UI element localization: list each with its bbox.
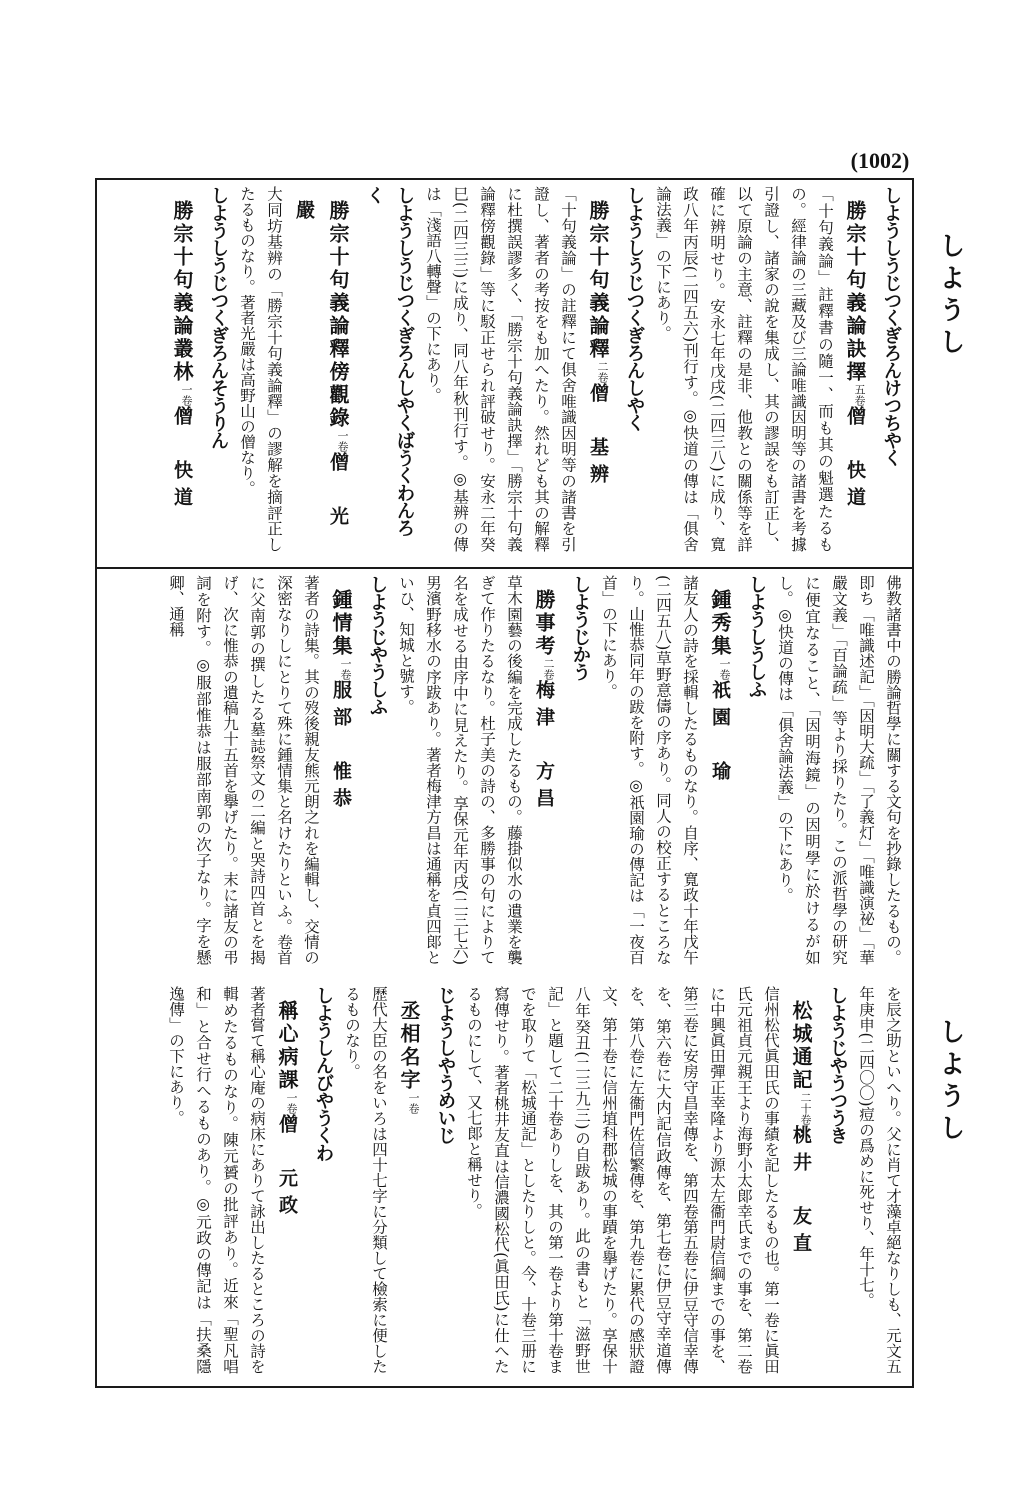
entry-title: 勝宗十句義論叢林 (170, 200, 194, 384)
entry-volume: 五卷 (853, 384, 866, 406)
tier-top (103, 186, 906, 562)
entry-title-line (287, 186, 359, 552)
entry-volume: 一卷 (285, 1092, 298, 1114)
entry-author: 僧 快道 (844, 406, 866, 514)
entry-volume: 一卷 (336, 430, 349, 452)
entry-volume: 二卷 (542, 658, 555, 680)
dictionary-entry (595, 575, 771, 965)
entry-author: 僧 快道 (171, 406, 193, 514)
running-head-bottom: しようし (935, 1018, 965, 1146)
entry-title: 勝宗十句義論釋傍觀錄 (326, 200, 350, 430)
entry-title: 勝宗十句義論訣擇 (843, 200, 867, 384)
entry-body: 著者の詩集。其の歿後親友熊元朗之れを編輯し、交情の深密なりしにとりて殊に鍾情集と名けたりといふ。卷首に父南郭の撰したる墓誌祭文の二編と哭詩四首とを揭げ、次に惟恭の遺稿九十五首を擧げたり。末に諸友の弔詞を附す。◎服部惟恭は服部南郭の次子なり。字を懸卿、通稱 (167, 575, 320, 965)
dictionary-entry (233, 186, 419, 552)
entry-title: 松城通記 (789, 1000, 813, 1092)
entry-reading: しようしうじつくぎろんそうりん (208, 186, 229, 449)
entry-reading: しようしうじつくぎろんけつちやく (881, 186, 902, 466)
entry-reading: しようじやうつうき (827, 986, 848, 1144)
entry-reading: しようしうじつくぎろんしやくばうくわんろく (364, 186, 415, 536)
entry-title-line (581, 186, 619, 552)
dictionary-entry (419, 186, 649, 552)
dictionary-entry (392, 575, 595, 965)
entry-title-line (703, 575, 741, 965)
entry-body: 著者嘗て稱心庵の病床にありて詠出したるところの詩を輯めたるものなり。陳元贇の批評あり。近來「聖凡唱和」と合せ行へるものあり。◎元政の傳記は「扶桑隱逸傳」の下にあり。 (167, 986, 266, 1374)
entry-author: 僧 光嚴 (293, 200, 349, 533)
entry-body: 「十句義論」の註釋にて俱舍唯識因明等の諸書を引證し、著者の考按をも加へたり。然れども其の解釋に杜撰誤謬多く、「勝宗十句義論訣擇」「勝宗十句義論釋傍觀錄」等に駁正せられ評破せり。安永二年癸巳(二四三三)に成り、同八年秋刊行す。◎基辨の傳は「淺語八轉聲」の下にあり。 (424, 186, 577, 552)
entry-reading: じようしやうめいじ (435, 986, 456, 1144)
entry-author: 服部 惟恭 (330, 680, 352, 815)
entry-reading: しようじやうしふ (367, 575, 388, 715)
entry-author: 僧 基辨 (587, 383, 609, 491)
entry-title-line (165, 186, 203, 552)
entry-author: 桃井 友直 (790, 1125, 812, 1260)
entry-volume: 二卷 (596, 361, 609, 383)
dictionary-entry (162, 986, 338, 1374)
tier-divider (97, 567, 912, 569)
dictionary-entry (771, 575, 906, 965)
entry-author: 祇園 瑜 (709, 680, 731, 788)
dictionary-entry (165, 186, 233, 552)
entry-title: 勝宗十句義論釋 (586, 200, 610, 361)
entry-author: 僧 元政 (276, 1114, 298, 1222)
entry-body: 草木園藝の後編を完成したるもの。藤掛似水の遺業を襲ぎて作りたるなり。杜子美の詩の、多勝事の句によりて名を成せる由序中に見えたり。享保元年丙戌(二三七六)男濱野移水の序跋あり。著者梅津方昌は通稱を貞四郞といひ、知城と號す。 (397, 575, 523, 965)
entry-body: 「十句義論」註釋書の隨一、而も其の魁選たるもの。經律論の三藏及び三論唯識因明等の諸書を考據引證し、諸家の說を集成し、其の謬誤をも訂正し、以て原論の主意、註釋の是非、他教との關係等を詳確に辨明せり。安永七年戊戌(二四三八)に成り、寬政八年丙辰(二四五六)刊行す。◎快道の傳は「俱舍論法義」の下にあり。 (654, 186, 834, 552)
entry-title-line (838, 186, 876, 552)
entry-author: 梅津 方昌 (533, 680, 555, 815)
dictionary-entry (460, 986, 852, 1374)
entry-body: 佛教諸書中の勝論哲學に關する文句を抄錄したるもの。即ち「唯識述記」「因明大疏」「了義灯」「唯識演祕」「華嚴文義」「百論疏」等より採りたり。この派哲學の研究に便宜なること、「因明海鏡」の因明學に於けるが如し。◎快道の傳は「俱舍論法義」の下にあり。 (776, 575, 902, 965)
dictionary-entry (162, 575, 392, 965)
entry-title-line (527, 575, 565, 965)
entry-title: 鍾情集 (329, 589, 353, 658)
dictionary-entry (649, 186, 906, 552)
entry-volume: 一卷 (718, 658, 731, 680)
entry-title: 丞相名字 (397, 1000, 421, 1092)
entry-title-line (784, 986, 822, 1374)
entry-reading: しようしうじつくぎろんしやく (624, 186, 645, 431)
entry-body: 大同坊基辨の「勝宗十句義論釋」の謬解を摘評正したるものなり。著者光嚴は高野山の僧なり。 (238, 186, 283, 552)
running-head-top: しようし (935, 232, 965, 360)
entry-body: 歷代大臣の名をいろは四十七字に分類して檢索に便したるものなり。 (343, 986, 388, 1374)
tier-middle (103, 575, 906, 975)
entry-volume: 一卷 (407, 1092, 420, 1114)
entry-volume: 一卷 (180, 384, 193, 406)
dictionary-entry (338, 986, 460, 1374)
entry-title: 鍾秀集 (708, 589, 732, 658)
entry-reading: しようじかう (570, 575, 591, 680)
page-number: (1002) (850, 148, 910, 173)
entry-reading: しようしんびやうくわ (313, 986, 334, 1161)
entry-body: 信州松代眞田氏の事績を記したるもの也。第一卷に眞田氏元祖貞元親王より海野小太郞幸氏までの事を、第二卷に中興眞田彈正幸隆より源太左衞門尉信綱までの事を、第三卷に安房守昌幸傳を、第四卷第五卷に伊豆守信幸傳を、第六卷に大内記信政傳を、第七卷に伊豆守幸道傳を、第八卷に左衞門佐信繁傳を、第九卷に累代の感狀證文、第十卷に信州埴科郡松城の事蹟を擧げたり。享保十八年癸丑(二三九三)の自跋あり。此の書もと「滋野世記」と題して二十卷ありしを、其の第一卷より第十卷までを取りて「松城通記」としたりしと。今、十卷三册に寫傳せり。著者桃井友直は信濃國松代(眞田氏)に仕へたるものにして、又七郞と稱せり。 (465, 986, 780, 1375)
entry-title-line (270, 986, 308, 1374)
page-frame (95, 178, 914, 1388)
entry-volume: 二十卷 (799, 1092, 812, 1125)
entry-volume: 一卷 (339, 658, 352, 680)
entry-title: 勝事考 (532, 589, 556, 658)
entry-title-line (392, 986, 430, 1374)
dictionary-entry (852, 986, 906, 1374)
entry-body: を辰之助といへり。父に肖て才藻卓絕なりしも、元文五年庚申(二四〇〇)痘の爲めに死せり、年十七。 (857, 986, 902, 1374)
entry-title-line (324, 575, 362, 965)
entry-reading: しようしうしふ (746, 575, 767, 698)
entry-title: 稱心病課 (275, 1000, 299, 1092)
entry-body: 諸友人の詩を採輯したるものなり。自序、寬政十年戊午(二四五八)草野意儔の序あり。同人の校正するところなり。山惟恭同年の跋を附す。◎祇園瑜の傳記は「一夜百首」の下にあり。 (600, 575, 699, 965)
tier-bottom (103, 986, 906, 1384)
